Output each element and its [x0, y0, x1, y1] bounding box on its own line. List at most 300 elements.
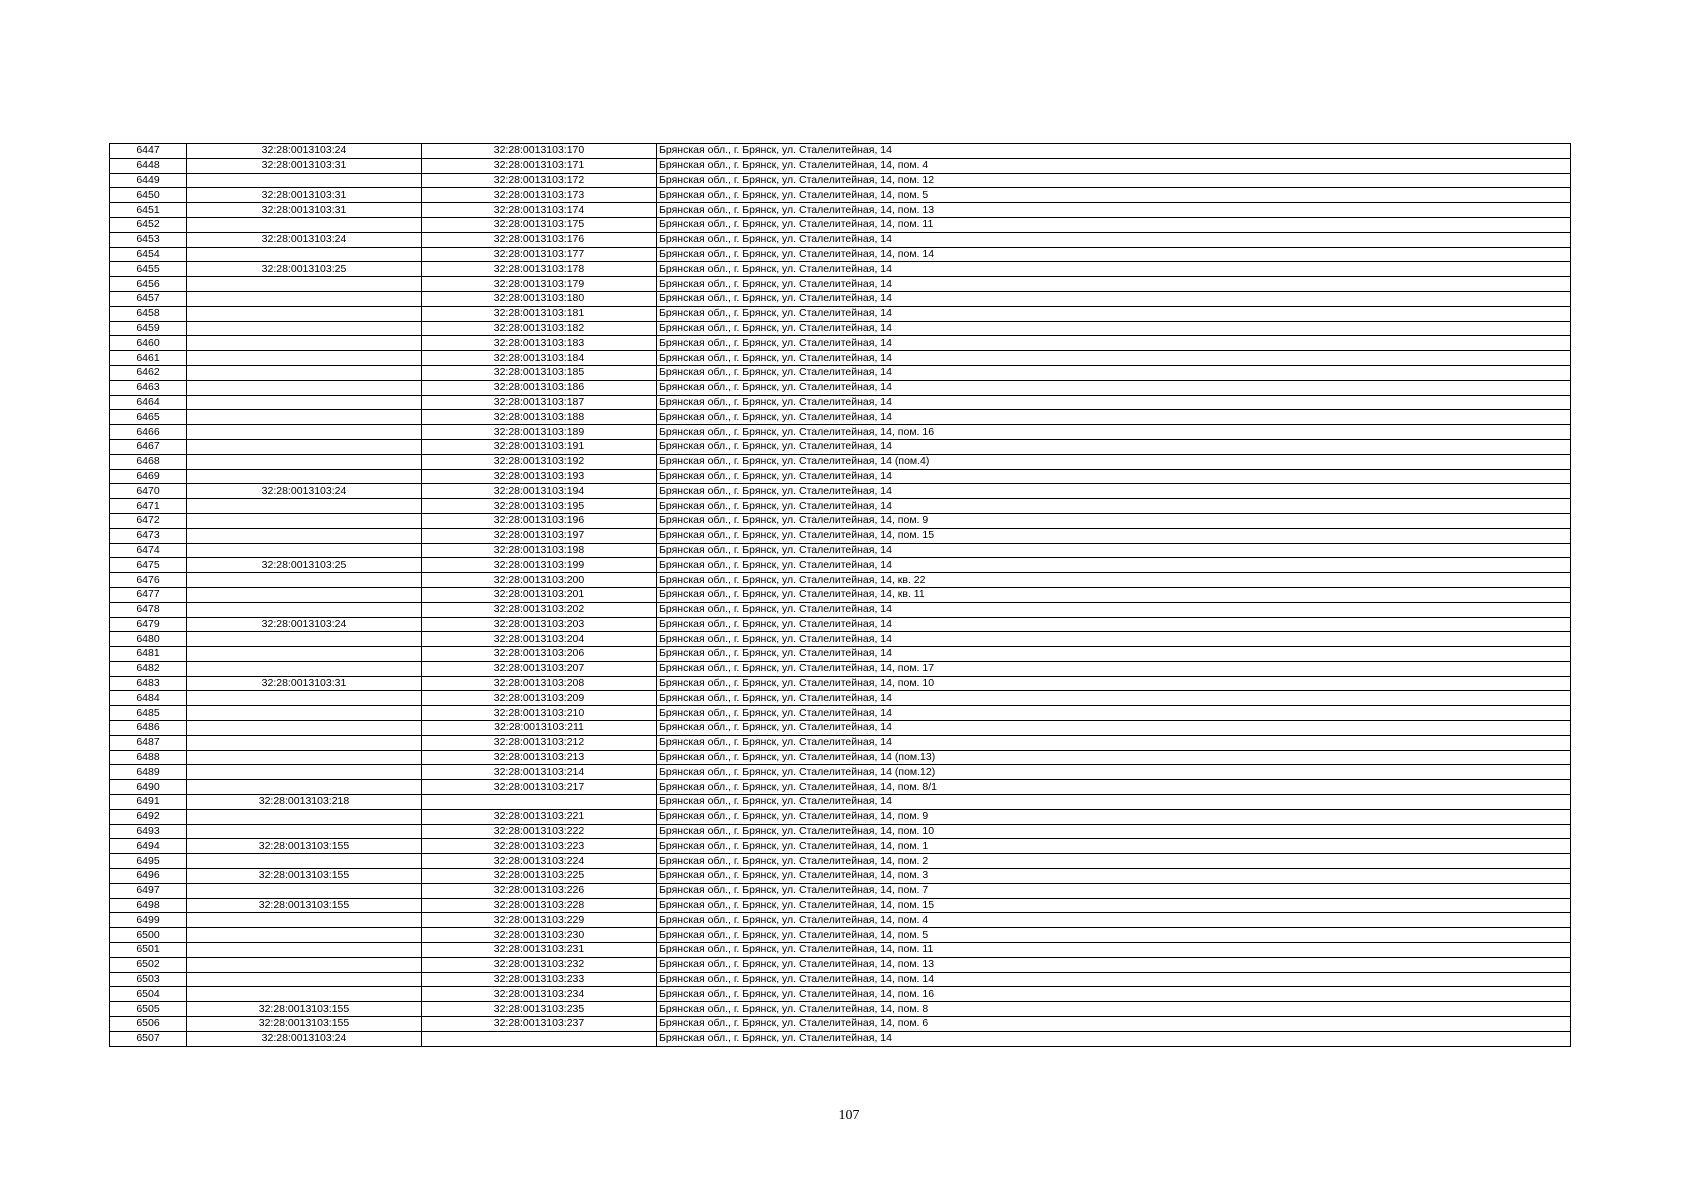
- table-row: [110, 795, 1571, 810]
- parent-cadastral-number-cell: 32:28:0013103:24: [187, 484, 422, 499]
- parent-cadastral-number-cell: 32:28:0013103:25: [187, 262, 422, 277]
- row-number-cell: 6498: [110, 898, 187, 913]
- table-row: [110, 780, 1571, 795]
- row-number-cell: 6507: [110, 1031, 187, 1046]
- table-row: [110, 957, 1571, 972]
- address-cell: Брянская обл., г. Брянск, ул. Сталелитейная, 14: [657, 543, 1571, 558]
- address-cell: Брянская обл., г. Брянск, ул. Сталелитейная, 14: [657, 602, 1571, 617]
- cadastral-number-cell: 32:28:0013103:234: [422, 987, 657, 1002]
- parent-cadastral-number-cell: 32:28:0013103:155: [187, 1017, 422, 1032]
- row-number-cell: 6478: [110, 602, 187, 617]
- cadastral-number-cell: 32:28:0013103:233: [422, 972, 657, 987]
- address-cell: Брянская обл., г. Брянск, ул. Сталелитейная, 14, пом. 5: [657, 188, 1571, 203]
- row-number-cell: 6468: [110, 454, 187, 469]
- address-cell: Брянская обл., г. Брянск, ул. Сталелитейная, 14: [657, 439, 1571, 454]
- parent-cadastral-number-cell: [187, 277, 422, 292]
- address-cell: Брянская обл., г. Брянск, ул. Сталелитейная, 14: [657, 617, 1571, 632]
- table-row: [110, 291, 1571, 306]
- cadastral-number-cell: 32:28:0013103:217: [422, 780, 657, 795]
- address-cell: Брянская обл., г. Брянск, ул. Сталелитейная, 14: [657, 365, 1571, 380]
- parent-cadastral-number-cell: 32:28:0013103:155: [187, 869, 422, 884]
- row-number-cell: 6485: [110, 706, 187, 721]
- row-number-cell: 6506: [110, 1017, 187, 1032]
- table-row: [110, 972, 1571, 987]
- row-number-cell: 6467: [110, 439, 187, 454]
- parent-cadastral-number-cell: 32:28:0013103:24: [187, 144, 422, 159]
- row-number-cell: 6495: [110, 854, 187, 869]
- address-cell: Брянская обл., г. Брянск, ул. Сталелитейная, 14, пом. 7: [657, 883, 1571, 898]
- row-number-cell: 6465: [110, 410, 187, 425]
- address-cell: Брянская обл., г. Брянск, ул. Сталелитейная, 14, пом. 15: [657, 898, 1571, 913]
- cadastral-number-cell: 32:28:0013103:194: [422, 484, 657, 499]
- row-number-cell: 6474: [110, 543, 187, 558]
- table-row: [110, 721, 1571, 736]
- parent-cadastral-number-cell: [187, 454, 422, 469]
- row-number-cell: 6486: [110, 721, 187, 736]
- cadastral-number-cell: 32:28:0013103:178: [422, 262, 657, 277]
- row-number-cell: 6482: [110, 661, 187, 676]
- cadastral-number-cell: 32:28:0013103:176: [422, 232, 657, 247]
- address-cell: Брянская обл., г. Брянск, ул. Сталелитейная, 14: [657, 380, 1571, 395]
- address-cell: Брянская обл., г. Брянск, ул. Сталелитейная, 14, кв. 22: [657, 573, 1571, 588]
- cadastral-number-cell: 32:28:0013103:211: [422, 721, 657, 736]
- address-cell: Брянская обл., г. Брянск, ул. Сталелитейная, 14: [657, 721, 1571, 736]
- parent-cadastral-number-cell: [187, 469, 422, 484]
- parent-cadastral-number-cell: [187, 691, 422, 706]
- address-cell: Брянская обл., г. Брянск, ул. Сталелитейная, 14, пом. 13: [657, 203, 1571, 218]
- row-number-cell: 6500: [110, 928, 187, 943]
- parent-cadastral-number-cell: [187, 809, 422, 824]
- address-cell: Брянская обл., г. Брянск, ул. Сталелитейная, 14: [657, 351, 1571, 366]
- parent-cadastral-number-cell: 32:28:0013103:24: [187, 1031, 422, 1046]
- parent-cadastral-number-cell: [187, 883, 422, 898]
- table-row: [110, 1031, 1571, 1046]
- row-number-cell: 6490: [110, 780, 187, 795]
- cadastral-number-cell: 32:28:0013103:181: [422, 306, 657, 321]
- row-number-cell: 6472: [110, 513, 187, 528]
- table-row: [110, 277, 1571, 292]
- address-cell: Брянская обл., г. Брянск, ул. Сталелитейная, 14: [657, 632, 1571, 647]
- address-cell: Брянская обл., г. Брянск, ул. Сталелитейная, 14, пом. 3: [657, 869, 1571, 884]
- address-cell: Брянская обл., г. Брянск, ул. Сталелитейная, 14: [657, 647, 1571, 662]
- parent-cadastral-number-cell: 32:28:0013103:31: [187, 203, 422, 218]
- row-number-cell: 6493: [110, 824, 187, 839]
- cadastral-number-cell: 32:28:0013103:173: [422, 188, 657, 203]
- address-cell: Брянская обл., г. Брянск, ул. Сталелитейная, 14, пом. 16: [657, 425, 1571, 440]
- address-cell: Брянская обл., г. Брянск, ул. Сталелитейная, 14, пом. 12: [657, 173, 1571, 188]
- parent-cadastral-number-cell: [187, 913, 422, 928]
- cadastral-number-cell: 32:28:0013103:231: [422, 943, 657, 958]
- parent-cadastral-number-cell: [187, 735, 422, 750]
- address-cell: Брянская обл., г. Брянск, ул. Сталелитейная, 14, пом. 4: [657, 913, 1571, 928]
- parent-cadastral-number-cell: [187, 543, 422, 558]
- parent-cadastral-number-cell: [187, 410, 422, 425]
- table-row: [110, 750, 1571, 765]
- parent-cadastral-number-cell: [187, 513, 422, 528]
- table-row: [110, 883, 1571, 898]
- row-number-cell: 6458: [110, 306, 187, 321]
- cadastral-number-cell: 32:28:0013103:191: [422, 439, 657, 454]
- table-row: [110, 898, 1571, 913]
- cadastral-number-cell: 32:28:0013103:200: [422, 573, 657, 588]
- cadastral-number-cell: 32:28:0013103:210: [422, 706, 657, 721]
- parent-cadastral-number-cell: [187, 321, 422, 336]
- address-cell: Брянская обл., г. Брянск, ул. Сталелитейная, 14: [657, 336, 1571, 351]
- cadastral-number-cell: 32:28:0013103:179: [422, 277, 657, 292]
- cadastral-number-cell: 32:28:0013103:226: [422, 883, 657, 898]
- address-cell: Брянская обл., г. Брянск, ул. Сталелитейная, 14, пом. 11: [657, 217, 1571, 232]
- cadastral-number-cell: 32:28:0013103:193: [422, 469, 657, 484]
- table-row: [110, 913, 1571, 928]
- page-number: 107: [838, 1108, 860, 1123]
- row-number-cell: 6502: [110, 957, 187, 972]
- cadastral-number-cell: 32:28:0013103:182: [422, 321, 657, 336]
- parent-cadastral-number-cell: [187, 365, 422, 380]
- parent-cadastral-number-cell: [187, 380, 422, 395]
- table-row: [110, 528, 1571, 543]
- row-number-cell: 6457: [110, 291, 187, 306]
- parent-cadastral-number-cell: [187, 173, 422, 188]
- cadastral-number-cell: 32:28:0013103:214: [422, 765, 657, 780]
- row-number-cell: 6459: [110, 321, 187, 336]
- cadastral-number-cell: 32:28:0013103:237: [422, 1017, 657, 1032]
- address-cell: Брянская обл., г. Брянск, ул. Сталелитейная, 14: [657, 499, 1571, 514]
- row-number-cell: 6503: [110, 972, 187, 987]
- cadastral-number-cell: 32:28:0013103:180: [422, 291, 657, 306]
- address-cell: Брянская обл., г. Брянск, ул. Сталелитейная, 14: [657, 395, 1571, 410]
- parent-cadastral-number-cell: [187, 587, 422, 602]
- table-row: [110, 573, 1571, 588]
- cadastral-number-cell: 32:28:0013103:228: [422, 898, 657, 913]
- cadastral-number-cell: 32:28:0013103:203: [422, 617, 657, 632]
- cadastral-number-cell: 32:28:0013103:186: [422, 380, 657, 395]
- table-row: [110, 1017, 1571, 1032]
- parent-cadastral-number-cell: [187, 661, 422, 676]
- address-cell: Брянская обл., г. Брянск, ул. Сталелитейная, 14: [657, 410, 1571, 425]
- parent-cadastral-number-cell: 32:28:0013103:25: [187, 558, 422, 573]
- cadastral-number-cell: [422, 1031, 657, 1046]
- row-number-cell: 6479: [110, 617, 187, 632]
- row-number-cell: 6464: [110, 395, 187, 410]
- cadastral-number-cell: 32:28:0013103:204: [422, 632, 657, 647]
- parent-cadastral-number-cell: [187, 632, 422, 647]
- address-cell: Брянская обл., г. Брянск, ул. Сталелитейная, 14: [657, 1031, 1571, 1046]
- row-number-cell: 6499: [110, 913, 187, 928]
- table-row: [110, 765, 1571, 780]
- row-number-cell: 6447: [110, 144, 187, 159]
- table-row: [110, 602, 1571, 617]
- table-row: [110, 454, 1571, 469]
- table-row: [110, 676, 1571, 691]
- parent-cadastral-number-cell: [187, 721, 422, 736]
- address-cell: Брянская обл., г. Брянск, ул. Сталелитейная, 14: [657, 795, 1571, 810]
- parent-cadastral-number-cell: [187, 765, 422, 780]
- parent-cadastral-number-cell: [187, 602, 422, 617]
- cadastral-number-cell: 32:28:0013103:171: [422, 158, 657, 173]
- registry-table: [109, 143, 1571, 1047]
- table-row: [110, 262, 1571, 277]
- row-number-cell: 6494: [110, 839, 187, 854]
- address-cell: Брянская обл., г. Брянск, ул. Сталелитейная, 14, пом. 17: [657, 661, 1571, 676]
- table-row: [110, 395, 1571, 410]
- parent-cadastral-number-cell: [187, 425, 422, 440]
- table-row: [110, 365, 1571, 380]
- address-cell: Брянская обл., г. Брянск, ул. Сталелитейная, 14: [657, 232, 1571, 247]
- table-row: [110, 439, 1571, 454]
- address-cell: Брянская обл., г. Брянск, ул. Сталелитейная, 14, пом. 5: [657, 928, 1571, 943]
- cadastral-number-cell: 32:28:0013103:223: [422, 839, 657, 854]
- table-row: [110, 854, 1571, 869]
- parent-cadastral-number-cell: [187, 247, 422, 262]
- row-number-cell: 6462: [110, 365, 187, 380]
- table-row: [110, 987, 1571, 1002]
- table-row: [110, 499, 1571, 514]
- cadastral-number-cell: 32:28:0013103:198: [422, 543, 657, 558]
- row-number-cell: 6471: [110, 499, 187, 514]
- row-number-cell: 6452: [110, 217, 187, 232]
- row-number-cell: 6504: [110, 987, 187, 1002]
- table-row: [110, 943, 1571, 958]
- address-cell: Брянская обл., г. Брянск, ул. Сталелитейная, 14, пом. 1: [657, 839, 1571, 854]
- table-row: [110, 839, 1571, 854]
- address-cell: Брянская обл., г. Брянск, ул. Сталелитейная, 14, пом. 11: [657, 943, 1571, 958]
- address-cell: Брянская обл., г. Брянск, ул. Сталелитейная, 14, пом. 10: [657, 676, 1571, 691]
- address-cell: Брянская обл., г. Брянск, ул. Сталелитейная, 14 (пом.13): [657, 750, 1571, 765]
- parent-cadastral-number-cell: [187, 824, 422, 839]
- cadastral-number-cell: 32:28:0013103:235: [422, 1002, 657, 1017]
- address-cell: Брянская обл., г. Брянск, ул. Сталелитейная, 14, пом. 13: [657, 957, 1571, 972]
- address-cell: Брянская обл., г. Брянск, ул. Сталелитейная, 14: [657, 321, 1571, 336]
- address-cell: Брянская обл., г. Брянск, ул. Сталелитейная, 14, пом. 15: [657, 528, 1571, 543]
- cadastral-number-cell: 32:28:0013103:222: [422, 824, 657, 839]
- cadastral-number-cell: 32:28:0013103:221: [422, 809, 657, 824]
- address-cell: Брянская обл., г. Брянск, ул. Сталелитейная, 14: [657, 306, 1571, 321]
- cadastral-number-cell: 32:28:0013103:185: [422, 365, 657, 380]
- cadastral-number-cell: 32:28:0013103:177: [422, 247, 657, 262]
- cadastral-number-cell: 32:28:0013103:224: [422, 854, 657, 869]
- table-row: [110, 617, 1571, 632]
- table-row: [110, 558, 1571, 573]
- cadastral-number-cell: 32:28:0013103:196: [422, 513, 657, 528]
- table-row: [110, 425, 1571, 440]
- cadastral-number-cell: 32:28:0013103:209: [422, 691, 657, 706]
- address-cell: Брянская обл., г. Брянск, ул. Сталелитейная, 14: [657, 262, 1571, 277]
- row-number-cell: 6455: [110, 262, 187, 277]
- row-number-cell: 6484: [110, 691, 187, 706]
- table-row: [110, 706, 1571, 721]
- row-number-cell: 6461: [110, 351, 187, 366]
- row-number-cell: 6480: [110, 632, 187, 647]
- address-cell: Брянская обл., г. Брянск, ул. Сталелитейная, 14 (пом.12): [657, 765, 1571, 780]
- cadastral-number-cell: [422, 795, 657, 810]
- parent-cadastral-number-cell: 32:28:0013103:155: [187, 839, 422, 854]
- table-row: [110, 484, 1571, 499]
- row-number-cell: 6451: [110, 203, 187, 218]
- parent-cadastral-number-cell: 32:28:0013103:218: [187, 795, 422, 810]
- table-row: [110, 232, 1571, 247]
- parent-cadastral-number-cell: [187, 647, 422, 662]
- cadastral-number-cell: 32:28:0013103:208: [422, 676, 657, 691]
- address-cell: Брянская обл., г. Брянск, ул. Сталелитейная, 14, пом. 10: [657, 824, 1571, 839]
- cadastral-number-cell: 32:28:0013103:170: [422, 144, 657, 159]
- parent-cadastral-number-cell: [187, 573, 422, 588]
- table-row: [110, 336, 1571, 351]
- address-cell: Брянская обл., г. Брянск, ул. Сталелитейная, 14: [657, 558, 1571, 573]
- row-number-cell: 6497: [110, 883, 187, 898]
- parent-cadastral-number-cell: [187, 854, 422, 869]
- cadastral-number-cell: 32:28:0013103:202: [422, 602, 657, 617]
- parent-cadastral-number-cell: [187, 336, 422, 351]
- row-number-cell: 6463: [110, 380, 187, 395]
- address-cell: Брянская обл., г. Брянск, ул. Сталелитейная, 14: [657, 277, 1571, 292]
- row-number-cell: 6477: [110, 587, 187, 602]
- cadastral-number-cell: 32:28:0013103:187: [422, 395, 657, 410]
- address-cell: Брянская обл., г. Брянск, ул. Сталелитейная, 14, пом. 8/1: [657, 780, 1571, 795]
- table-row: [110, 1002, 1571, 1017]
- row-number-cell: 6475: [110, 558, 187, 573]
- row-number-cell: 6483: [110, 676, 187, 691]
- table-row: [110, 380, 1571, 395]
- table-row: [110, 158, 1571, 173]
- cadastral-number-cell: 32:28:0013103:195: [422, 499, 657, 514]
- table-row: [110, 351, 1571, 366]
- parent-cadastral-number-cell: [187, 439, 422, 454]
- parent-cadastral-number-cell: [187, 987, 422, 1002]
- parent-cadastral-number-cell: [187, 528, 422, 543]
- table-row: [110, 543, 1571, 558]
- parent-cadastral-number-cell: 32:28:0013103:155: [187, 1002, 422, 1017]
- row-number-cell: 6501: [110, 943, 187, 958]
- table-row: [110, 735, 1571, 750]
- cadastral-number-cell: 32:28:0013103:213: [422, 750, 657, 765]
- table-row: [110, 632, 1571, 647]
- address-cell: Брянская обл., г. Брянск, ул. Сталелитейная, 14, пом. 9: [657, 513, 1571, 528]
- row-number-cell: 6456: [110, 277, 187, 292]
- cadastral-number-cell: 32:28:0013103:188: [422, 410, 657, 425]
- row-number-cell: 6487: [110, 735, 187, 750]
- parent-cadastral-number-cell: [187, 499, 422, 514]
- table-row: [110, 824, 1571, 839]
- address-cell: Брянская обл., г. Брянск, ул. Сталелитейная, 14, пом. 6: [657, 1017, 1571, 1032]
- table-row: [110, 869, 1571, 884]
- cadastral-number-cell: 32:28:0013103:174: [422, 203, 657, 218]
- cadastral-number-cell: 32:28:0013103:175: [422, 217, 657, 232]
- address-cell: Брянская обл., г. Брянск, ул. Сталелитейная, 14, пом. 9: [657, 809, 1571, 824]
- row-number-cell: 6492: [110, 809, 187, 824]
- cadastral-number-cell: 32:28:0013103:225: [422, 869, 657, 884]
- parent-cadastral-number-cell: [187, 928, 422, 943]
- table-row: [110, 217, 1571, 232]
- parent-cadastral-number-cell: [187, 217, 422, 232]
- table-row: [110, 513, 1571, 528]
- cadastral-number-cell: 32:28:0013103:207: [422, 661, 657, 676]
- parent-cadastral-number-cell: 32:28:0013103:24: [187, 617, 422, 632]
- address-cell: Брянская обл., г. Брянск, ул. Сталелитейная, 14: [657, 484, 1571, 499]
- address-cell: Брянская обл., г. Брянск, ул. Сталелитейная, 14, пом. 2: [657, 854, 1571, 869]
- row-number-cell: 6454: [110, 247, 187, 262]
- row-number-cell: 6489: [110, 765, 187, 780]
- registry-table-body: [110, 144, 1571, 1047]
- parent-cadastral-number-cell: [187, 395, 422, 410]
- cadastral-number-cell: 32:28:0013103:189: [422, 425, 657, 440]
- parent-cadastral-number-cell: [187, 351, 422, 366]
- row-number-cell: 6496: [110, 869, 187, 884]
- parent-cadastral-number-cell: 32:28:0013103:31: [187, 158, 422, 173]
- row-number-cell: 6453: [110, 232, 187, 247]
- address-cell: Брянская обл., г. Брянск, ул. Сталелитейная, 14, пом. 4: [657, 158, 1571, 173]
- table-row: [110, 647, 1571, 662]
- address-cell: Брянская обл., г. Брянск, ул. Сталелитейная, 14: [657, 735, 1571, 750]
- table-row: [110, 410, 1571, 425]
- parent-cadastral-number-cell: 32:28:0013103:31: [187, 188, 422, 203]
- cadastral-number-cell: 32:28:0013103:206: [422, 647, 657, 662]
- cadastral-number-cell: 32:28:0013103:199: [422, 558, 657, 573]
- address-cell: Брянская обл., г. Брянск, ул. Сталелитейная, 14: [657, 469, 1571, 484]
- row-number-cell: 6469: [110, 469, 187, 484]
- table-row: [110, 469, 1571, 484]
- address-cell: Брянская обл., г. Брянск, ул. Сталелитейная, 14: [657, 691, 1571, 706]
- cadastral-number-cell: 32:28:0013103:230: [422, 928, 657, 943]
- parent-cadastral-number-cell: [187, 957, 422, 972]
- row-number-cell: 6488: [110, 750, 187, 765]
- address-cell: Брянская обл., г. Брянск, ул. Сталелитейная, 14, пом. 8: [657, 1002, 1571, 1017]
- parent-cadastral-number-cell: [187, 291, 422, 306]
- row-number-cell: 6450: [110, 188, 187, 203]
- parent-cadastral-number-cell: 32:28:0013103:31: [187, 676, 422, 691]
- row-number-cell: 6491: [110, 795, 187, 810]
- parent-cadastral-number-cell: [187, 943, 422, 958]
- table-row: [110, 928, 1571, 943]
- parent-cadastral-number-cell: 32:28:0013103:155: [187, 898, 422, 913]
- table-row: [110, 321, 1571, 336]
- row-number-cell: 6505: [110, 1002, 187, 1017]
- cadastral-number-cell: 32:28:0013103:183: [422, 336, 657, 351]
- row-number-cell: 6466: [110, 425, 187, 440]
- address-cell: Брянская обл., г. Брянск, ул. Сталелитейная, 14, пом. 16: [657, 987, 1571, 1002]
- address-cell: Брянская обл., г. Брянск, ул. Сталелитейная, 14: [657, 706, 1571, 721]
- table-row: [110, 691, 1571, 706]
- table-row: [110, 144, 1571, 159]
- row-number-cell: 6476: [110, 573, 187, 588]
- table-row: [110, 188, 1571, 203]
- parent-cadastral-number-cell: 32:28:0013103:24: [187, 232, 422, 247]
- address-cell: Брянская обл., г. Брянск, ул. Сталелитейная, 14, кв. 11: [657, 587, 1571, 602]
- table-row: [110, 306, 1571, 321]
- parent-cadastral-number-cell: [187, 972, 422, 987]
- parent-cadastral-number-cell: [187, 306, 422, 321]
- row-number-cell: 6448: [110, 158, 187, 173]
- row-number-cell: 6470: [110, 484, 187, 499]
- address-cell: Брянская обл., г. Брянск, ул. Сталелитейная, 14, пом. 14: [657, 247, 1571, 262]
- table-row: [110, 173, 1571, 188]
- row-number-cell: 6473: [110, 528, 187, 543]
- table-row: [110, 809, 1571, 824]
- cadastral-number-cell: 32:28:0013103:172: [422, 173, 657, 188]
- cadastral-number-cell: 32:28:0013103:229: [422, 913, 657, 928]
- address-cell: Брянская обл., г. Брянск, ул. Сталелитейная, 14, пом. 14: [657, 972, 1571, 987]
- parent-cadastral-number-cell: [187, 780, 422, 795]
- address-cell: Брянская обл., г. Брянск, ул. Сталелитейная, 14: [657, 291, 1571, 306]
- table-row: [110, 203, 1571, 218]
- row-number-cell: 6481: [110, 647, 187, 662]
- cadastral-number-cell: 32:28:0013103:212: [422, 735, 657, 750]
- cadastral-number-cell: 32:28:0013103:184: [422, 351, 657, 366]
- address-cell: Брянская обл., г. Брянск, ул. Сталелитейная, 14 (пом.4): [657, 454, 1571, 469]
- cadastral-number-cell: 32:28:0013103:201: [422, 587, 657, 602]
- address-cell: Брянская обл., г. Брянск, ул. Сталелитейная, 14: [657, 144, 1571, 159]
- parent-cadastral-number-cell: [187, 706, 422, 721]
- row-number-cell: 6460: [110, 336, 187, 351]
